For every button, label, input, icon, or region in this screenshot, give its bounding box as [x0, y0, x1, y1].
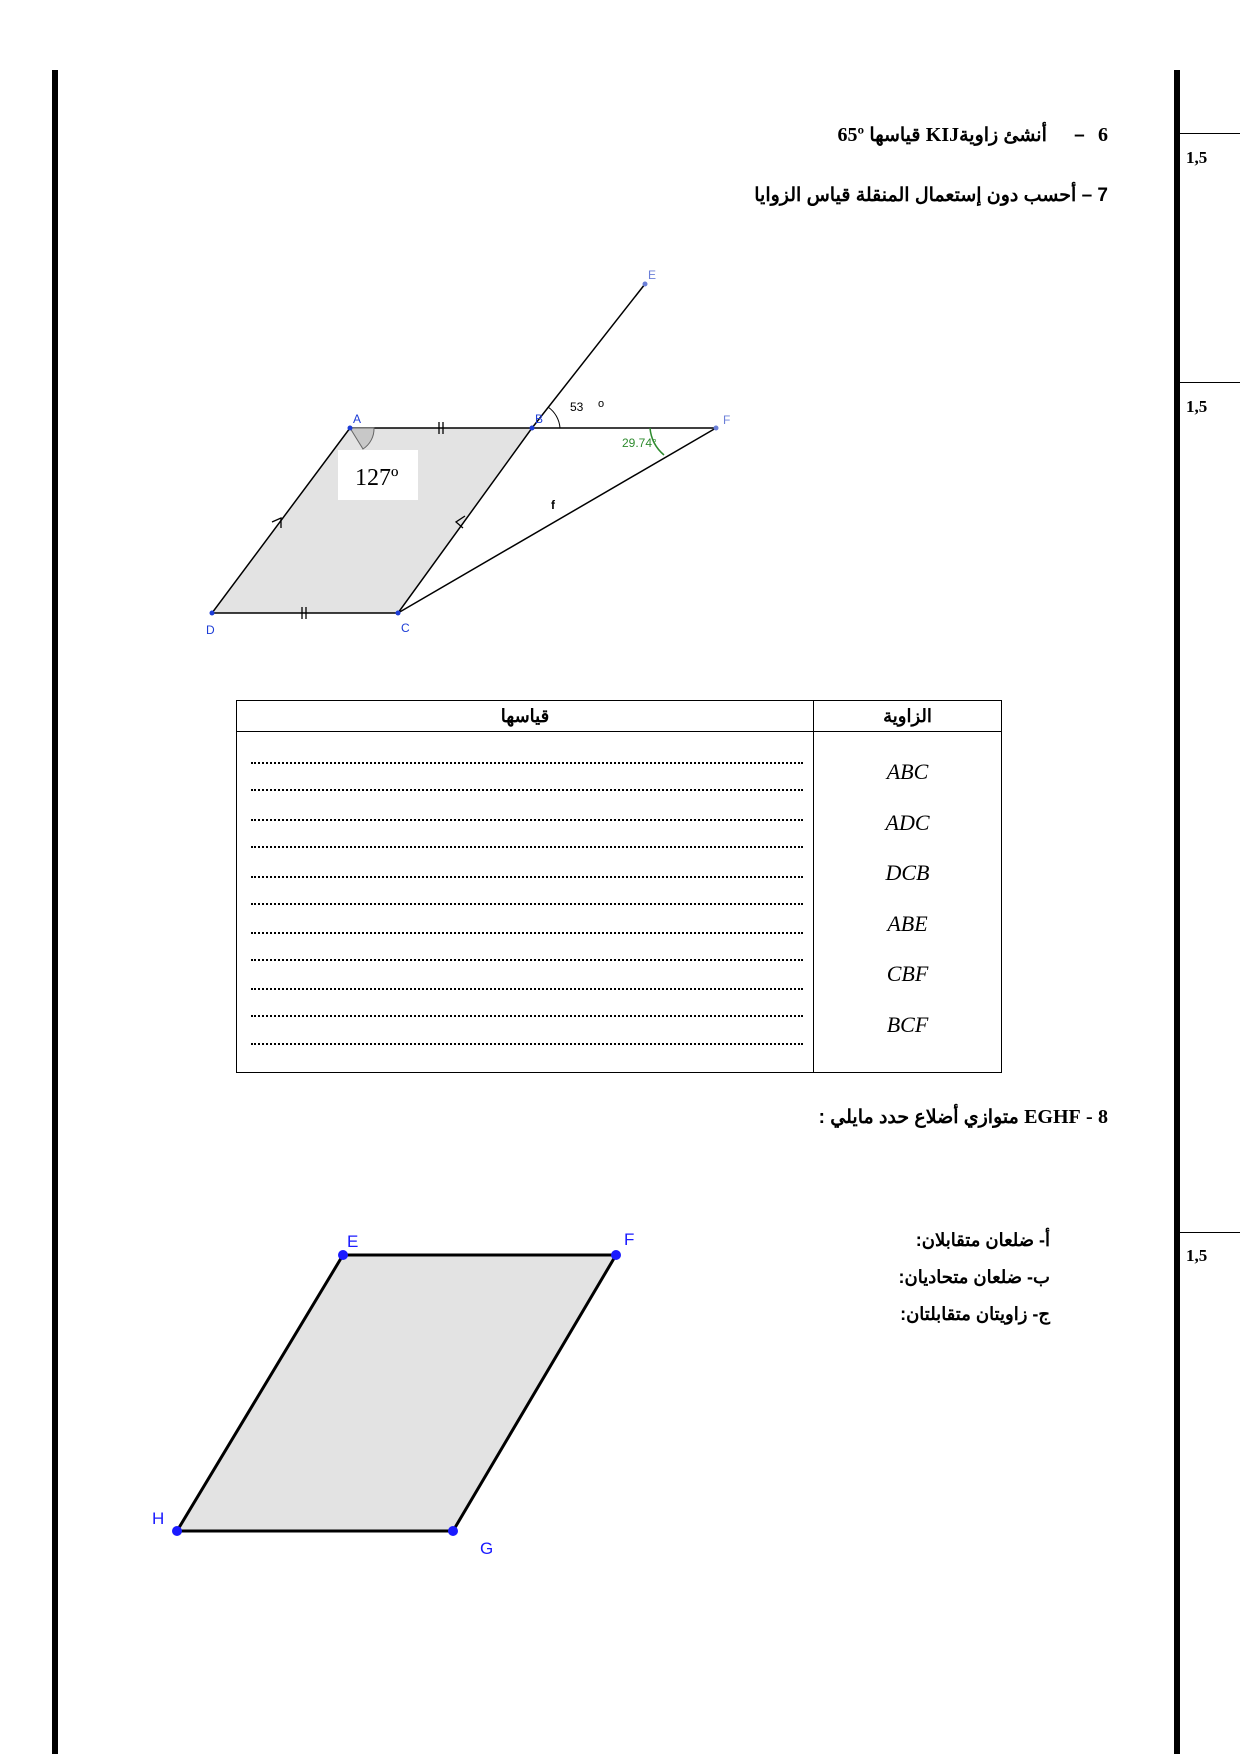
- point-h2: [172, 1526, 182, 1536]
- angle-bcf: BCF: [886, 1011, 929, 1037]
- score-q8: 1,5: [1186, 1246, 1208, 1265]
- point-b: [530, 426, 535, 431]
- angle-a-value: 127º: [355, 465, 399, 491]
- answer-line[interactable]: [251, 1043, 803, 1045]
- figure-parallelogram-abcd: [190, 260, 750, 640]
- label-a: A: [353, 412, 362, 426]
- point-e2: [338, 1250, 348, 1260]
- label-f: F: [723, 413, 731, 427]
- angle-bfc-value: 29.74°: [622, 436, 657, 450]
- answer-line[interactable]: [251, 762, 803, 764]
- point-f2: [611, 1250, 621, 1260]
- q8-shape: EGHF: [1024, 1106, 1081, 1128]
- point-c: [396, 611, 401, 616]
- angle-abe: ABE: [887, 910, 928, 936]
- q6-angle-name: KIJ: [925, 124, 960, 146]
- q6-text-before: أنشئ زاوية: [959, 125, 1047, 146]
- answer-line[interactable]: [251, 789, 803, 791]
- q8-items: [830, 1222, 1050, 1333]
- angle-adc: ADC: [885, 809, 930, 835]
- q8-number: 8: [1098, 1106, 1108, 1128]
- q8-text: متوازي أضلاع حدد مايلي :: [818, 1107, 1019, 1128]
- figure-parallelogram-eghf: [140, 1225, 660, 1565]
- label-h2: H: [152, 1509, 165, 1528]
- q7-text: 7 – أحسب دون إستعمال المنقلة قياس الزوايا: [754, 185, 1108, 206]
- answer-line[interactable]: [251, 1015, 803, 1017]
- point-a: [348, 426, 353, 431]
- angle-abc: ABC: [886, 759, 929, 784]
- point-e: [643, 282, 648, 287]
- item-opposite-angles: ج- زاويتان متقابلتان:: [900, 1304, 1050, 1324]
- question-7: [754, 184, 1108, 207]
- score-q6: 1,5: [1186, 148, 1208, 167]
- score-divider-1: [1177, 133, 1240, 134]
- score-q7: 1,5: [1186, 397, 1208, 416]
- label-c: C: [401, 621, 410, 635]
- item-opposite-sides: أ- ضلعان متقابلان:: [915, 1230, 1050, 1250]
- answer-line[interactable]: [251, 876, 803, 878]
- label-e: E: [648, 268, 657, 282]
- angles-table: [236, 700, 1002, 1073]
- label-b: B: [535, 412, 544, 426]
- angle-cbf: CBF: [886, 961, 929, 986]
- label-g2: G: [480, 1539, 494, 1558]
- answer-line[interactable]: [251, 819, 803, 821]
- q6-dash: –: [1074, 125, 1085, 146]
- header-angle: الزاوية: [814, 701, 1002, 732]
- point-g2: [448, 1526, 458, 1536]
- label-e2: E: [347, 1232, 359, 1251]
- point-d: [210, 611, 215, 616]
- answer-line[interactable]: [251, 988, 803, 990]
- left-margin-border: [52, 70, 58, 1754]
- q8-sep: -: [1086, 1106, 1093, 1128]
- measures-column[interactable]: [237, 732, 814, 1073]
- answer-line[interactable]: [251, 846, 803, 848]
- q6-number: 6: [1098, 124, 1108, 146]
- angle-ebf-arc: [548, 407, 560, 428]
- label-f2: F: [624, 1230, 635, 1249]
- header-measure: قياسها: [237, 701, 814, 732]
- point-f: [714, 426, 719, 431]
- answer-lines[interactable]: [237, 732, 813, 1072]
- angles-column: [814, 732, 1002, 1073]
- item-adjacent-sides: ب- ضلعان متحاديان:: [898, 1267, 1050, 1287]
- shaded-parallelogram-eghf: [177, 1255, 616, 1531]
- q6-text-after: قياسها: [869, 125, 921, 146]
- score-divider-3: [1177, 1232, 1240, 1233]
- angle-ebf-value: 53: [570, 400, 584, 414]
- angle-ebf-degree: o: [598, 398, 605, 410]
- answer-line[interactable]: [251, 932, 803, 934]
- angle-dcb: DCB: [885, 860, 930, 885]
- answer-line[interactable]: [251, 903, 803, 905]
- score-divider-2: [1177, 382, 1240, 383]
- q6-measure: 65º: [837, 124, 865, 146]
- label-d: D: [206, 623, 215, 637]
- answer-line[interactable]: [251, 959, 803, 961]
- label-segment-f: f: [551, 498, 555, 512]
- right-margin-border: [1174, 70, 1180, 1754]
- question-6: [838, 124, 1108, 147]
- ray-be: [532, 284, 645, 428]
- question-8: [819, 1106, 1108, 1129]
